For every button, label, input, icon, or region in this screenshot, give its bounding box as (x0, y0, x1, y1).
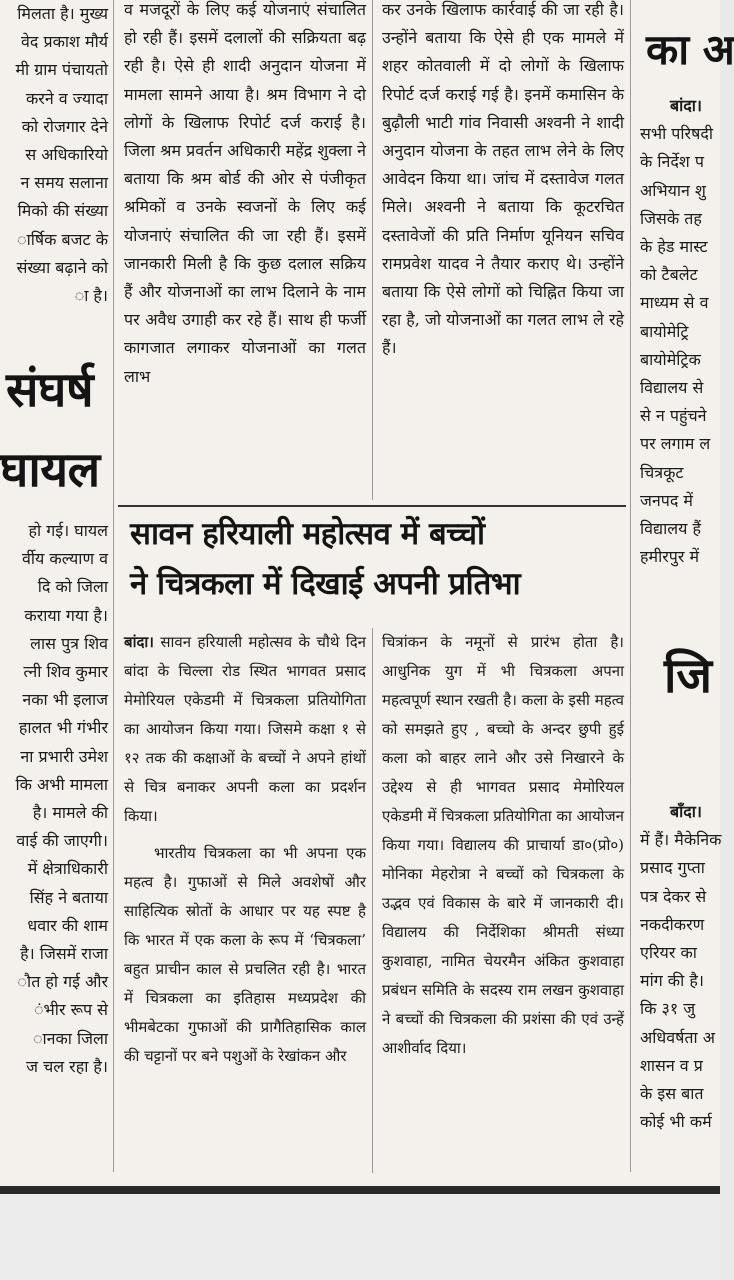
left-column-line: ा है। (74, 286, 108, 306)
right-column-line: एरियर का (640, 943, 697, 963)
left-column-line: में क्षेत्राधिकारी (27, 859, 108, 879)
right-column-line: कोई भी कर्म (640, 1112, 712, 1132)
right-dateline-2: बाँदा। (670, 802, 702, 821)
main-story-para-2: भारतीय चित्रकला का भी अपना एक महत्व है। गुफाओं से मिले अवशेषों और साहित्यिक स्रोतों के आधार पर यह स्पष्ट है कि भारत में एक कला के रूप में ‘चित्रकला’ बहुत प्राचीन काल से प्रचलित रही है। भारत में चित्रकला का इतिहास मध्यप्रदेश की भीमबेटका गुफाओं की प्रागैतिहासिक काल की चट्टानों पर बने पशुओं के रेखांकन और (124, 844, 366, 1065)
left-column-line: मी ग्राम पंचायतो (15, 60, 108, 80)
right-column-line: के निर्देश प (640, 152, 704, 172)
right-column-top (640, 92, 720, 622)
main-headline-line1: सावन हरियाली महोत्सव में बच्चों (130, 516, 485, 552)
right-column-line: चित्रकूट (640, 462, 684, 482)
left-column-line: धवार की शाम (27, 915, 108, 935)
left-column-line: र्वीय कल्याण व (22, 549, 108, 569)
left-column-line: है। मामले की (32, 803, 108, 823)
right-column-line: पत्र देकर से (640, 886, 707, 906)
left-column-line: वेद प्रकाश मौर्य (21, 32, 108, 52)
story-divider (118, 505, 626, 507)
right-column-line: मांग की है। (640, 971, 704, 991)
column-rule-3 (630, 0, 631, 1172)
left-column-line: लास पुत्र शिव (30, 633, 108, 653)
left-column-line: ौत हो गई और (17, 972, 108, 992)
left-column-line: संख्या बढ़ाने को (16, 257, 108, 277)
left-column-line: सिंह ने बताया (29, 887, 108, 907)
left-headline-line2: घायल (0, 442, 100, 498)
main-story-para-1: सावन हरियाली महोत्सव के चौथे दिन बांदा के चिल्ला रोड स्थित भागवत प्रसाद मेमोरियल एकेडमी में चित्रकला प्रतियोगिता का आयोजन किया गया। जिसमे कक्षा १ से १२ तक की कक्षाओं के बच्चों ने अपने हांथों से चित्र बनाकर अपनी कला का प्रदर्शन किया। (124, 633, 366, 825)
right-column-line: अधिवर्षता अ (640, 1027, 715, 1047)
right-column-line: बायोमेट्रि (640, 321, 689, 341)
right-column-line: के इस बात (640, 1084, 704, 1104)
right-column-line: प्रसाद गुप्ता (640, 858, 705, 878)
column-rule-4 (372, 628, 373, 1173)
left-column-line: दि को जिला (37, 577, 108, 597)
right-column-line: सभी परिषदी (640, 124, 713, 144)
right-headline-mid: जि (664, 648, 712, 704)
left-column-line: न समय सलाना (20, 173, 108, 193)
left-column-line: ानका जिला (32, 1028, 108, 1048)
right-column-line: विद्यालय से (640, 378, 704, 398)
right-headline-top: का अ (646, 25, 734, 74)
right-column-line: जनपद में (640, 490, 693, 510)
column-rule-2 (372, 0, 373, 500)
main-story-dateline: बांदा। (124, 633, 154, 651)
right-column-line: को टैबलेट (640, 265, 698, 285)
left-column-line: त्नी शिव कुमार (23, 662, 108, 682)
top-story-text-1: व मजदूरों के लिए कई योजनाएं संचालित हो रही हैं। इसमें दलालों की सक्रियता बढ़ रही है। ऐसे ही शादी अनुदान योजना में मामला सामने आया है। श्रम विभाग ने दो लोगों के खिलाफ रिपोर्ट दर्ज कराई है। जिला श्रम प्रवर्तन अधिकारी महेंद्र शुक्ला ने बताया कि श्रम बोर्ड की ओर से पंजीकृत श्रमिकों व उनके स्वजनों के लिए कई योजनाएं संचालित की जा रही हैं। इसमें जानकारी मिली है कि कुछ दलाल सक्रिय हैं और योजनाओं का लाभ दिलाने के नाम पर अवैध उगाही कर रहे हैं। साथ ही फर्जी कागजात लगाकर योजनाओं का गलत लाभ (124, 0, 366, 386)
left-column-line: मिलता है। मुख्य (17, 4, 108, 23)
left-column-line: हो गई। घायल (28, 521, 108, 540)
left-column-line: नका भी इलाज (22, 690, 108, 710)
left-column-line: वाई की जाएगी। (16, 831, 108, 851)
left-column-line: ार्षिक बजट के (17, 229, 108, 249)
right-column-line: में हैं। मैकेनिक (640, 830, 722, 850)
left-column-bottom (0, 517, 108, 1167)
right-column-line: के हेड मास्ट (640, 237, 708, 257)
main-story-text-2: चित्रांकन के नमूनों से प्रारंभ होता है। आधुनिक युग में भी चित्रकला अपना महत्वपूर्ण स्थान रखती है। कला के इसी महत्व को समझते हुए , बच्चो के अन्दर छुपी हुई कला को बाहर लाने और उसे निखारने के उद्देश्य से ही भागवत प्रसाद मेमोरियल एकेडमी में चित्रकला प्रतियोगिता का आयोजन किया गया। विद्यालय की प्राचार्या डा०(प्रो०) मोनिका मेहरोत्रा ने बच्चों को चित्रकला के उद्भव एवं विकास के बारे में जानकारी दी। विद्यालय की निर्देशिका श्रीमती संध्या कुशवाहा, नामित चेयरमैन अंकित कुशवाहा प्रबंधन समिति के सदस्य राम लखन कुशवाहा ने बच्चों की चित्रकला की प्रशंसा की एवं उन्हें आशीर्वाद दिया। (382, 633, 624, 1057)
right-column-line: पर लगाम ल (640, 434, 711, 454)
right-column-line: बायोमेट्रिक (640, 349, 701, 369)
right-column-bottom (640, 798, 720, 1188)
top-story-column-1 (124, 0, 366, 500)
main-story-column-1 (124, 628, 366, 1184)
left-column-line: स अधिकारियो (25, 145, 108, 165)
left-column-line: करने व ज्यादा (26, 88, 108, 108)
main-story-column-2 (382, 628, 624, 1184)
left-column-line: ना प्रभारी उमेश (20, 746, 108, 766)
left-column-line: को रोजगार देने (21, 116, 108, 136)
left-column-line: कराया गया है। (24, 605, 108, 625)
right-column-line: माध्यम से व (640, 293, 709, 313)
top-story-text-2: कर उनके खिलाफ कार्रवाई की जा रही है। उन्होंने बताया कि ऐसे ही एक मामले में शहर कोतवाली में दो लोगों के खिलाफ रिपोर्ट दर्ज कराई गई है। इनमें कमासिन के बुढ़ौली भाटी गांव निवासी अश्वनी ने शादी अनुदान योजना के तहत लाभ लेने के लिए आवेदन किया था। जांच में दस्तावेज गलत मिले। अश्वनी ने बताया कि कूटरचित दस्तावेजों की प्रति निर्माण यूनियन सचिव रामप्रवेश यादव ने तैयार कराए थे। उन्होंने बताया कि ऐसे लोगों को चिह्नित किया जा रहा है, जो योजनाओं का गलत लाभ ले रहे हैं। (382, 0, 624, 358)
left-headline-line1: संघर्ष (6, 362, 94, 418)
left-column-line: मिको की संख्या (17, 201, 108, 221)
right-dateline: बांदा। (670, 96, 702, 115)
left-column-line: है। जिसमें राजा (20, 944, 108, 964)
right-column-line: नकदीकरण (640, 914, 705, 934)
right-column-line: कि ३१ जु (640, 999, 696, 1019)
column-rule-1 (113, 0, 114, 1172)
background-below-page (0, 1195, 720, 1280)
left-column-line: ज चल रहा है। (26, 1056, 108, 1076)
page-bottom-rule (0, 1186, 720, 1194)
left-column-line: कि अभी मामला (15, 774, 108, 794)
left-column-top (0, 0, 108, 350)
right-column-line: अभियान शु (640, 180, 706, 200)
main-headline-line2: ने चित्रकला में दिखाई अपनी प्रतिभा (130, 566, 521, 602)
right-column-line: विद्यालय हैं (640, 519, 701, 539)
right-column-line: से न पहुंचने (640, 406, 707, 426)
right-column-line: हमीरपुर में (640, 547, 700, 567)
left-column-line: ंभीर रूप से (34, 1000, 108, 1020)
left-column-line: हालत भी गंभीर (18, 718, 108, 738)
top-story-column-2 (382, 0, 624, 500)
right-column-line: जिसके तह (640, 208, 702, 228)
right-column-line: शासन व प्र (640, 1055, 703, 1075)
